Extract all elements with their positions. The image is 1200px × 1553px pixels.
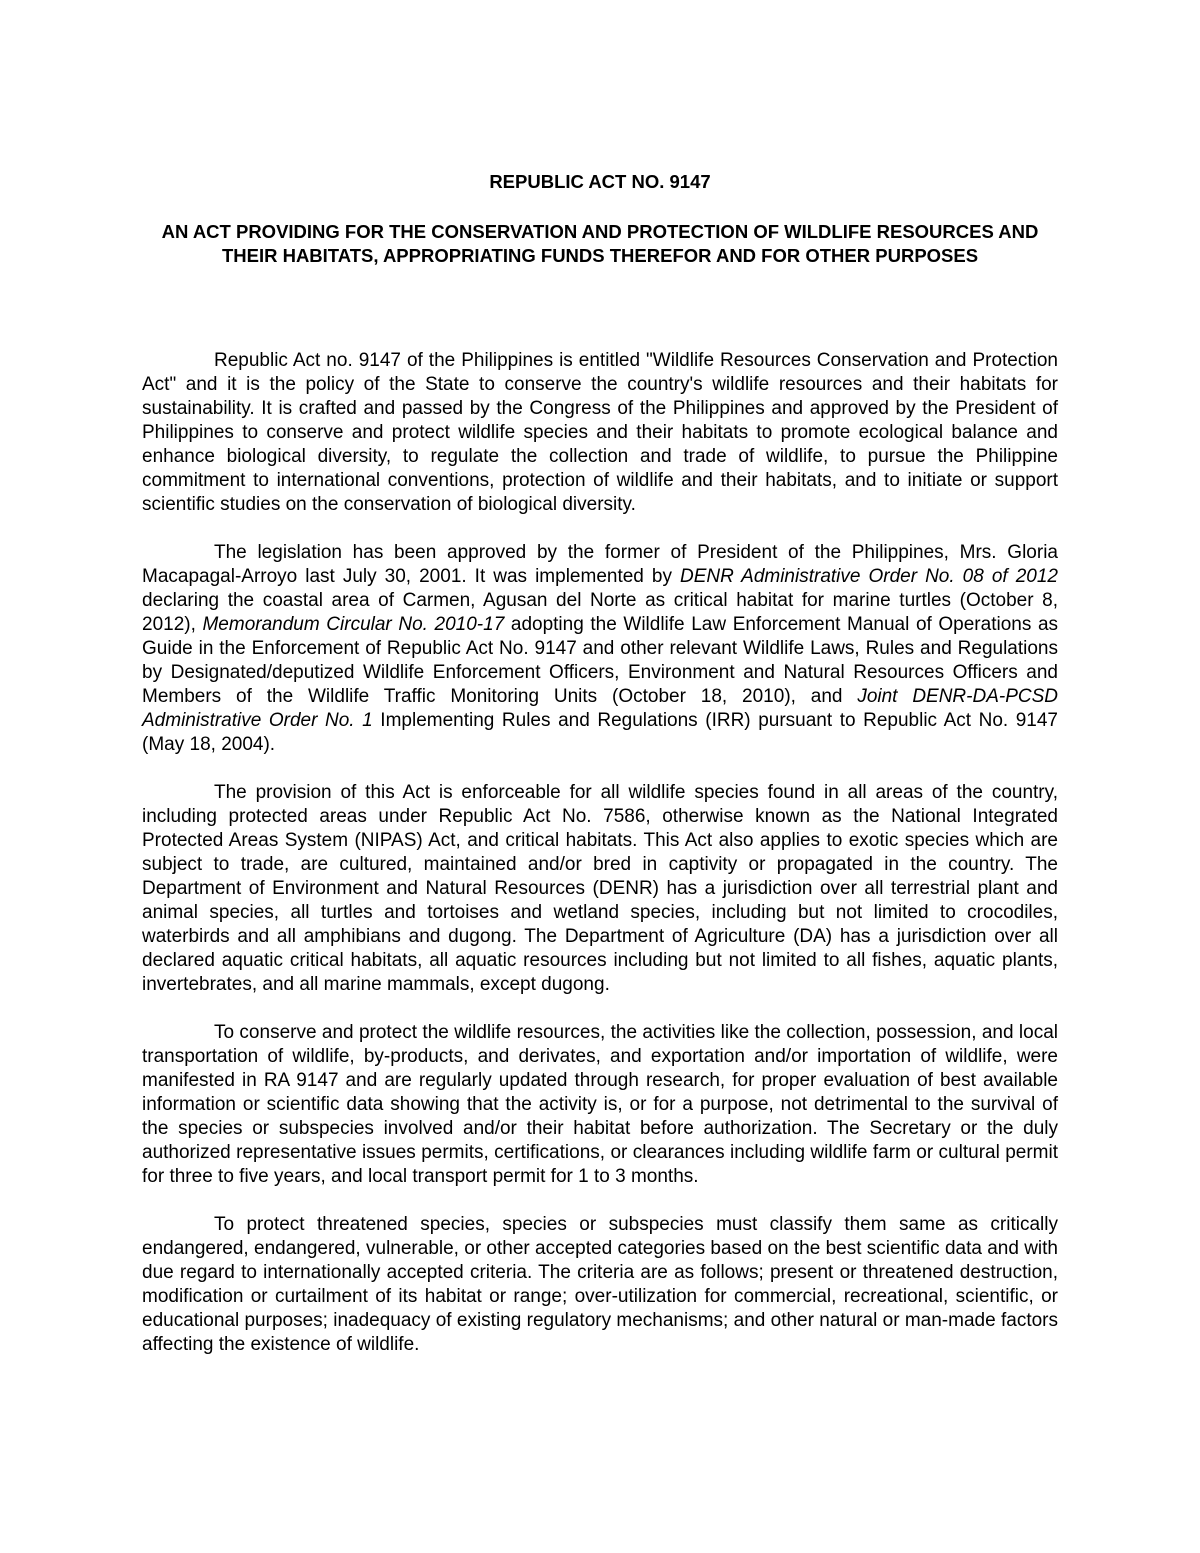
document-body [142,349,1058,1357]
paragraph-2-text-c: adopting the Wildlife Law Enforcement Manual of Operations as Guide in the Enforcement of Republic Act No. 9147 and other relevant Wildlife Laws, Rules and Regulations by Designated/deputized Wildlife Enforcement Officers, Environment and Natural Resources Officers and Members of the Wildlife Traffic Monitoring Units (October 18, 2010), and [142,614,1059,707]
paragraph-2-text-d: Implementing Rules and Regulations (IRR) pursuant to Republic Act No. 9147 (May 18, 2004). [142,710,1059,755]
document-subtitle: AN ACT PROVIDING FOR THE CONSERVATION AND PROTECTION OF WILDLIFE RESOURCES AND THEIR HABITATS, APPROPRIATING FUNDS THEREFOR AND FOR OTHER PURPOSES [161,221,1039,266]
paragraph-2-italic-a: DENR Administrative Order No. 08 of 2012 [679,566,1058,587]
paragraph-2-text-a: The legislation has been approved by the former of President of the Philippines, Mrs. Gloria Macapagal-Arroyo last July 30, 2001. It was implemented by [142,542,1058,587]
document-content [142,170,1058,1381]
paragraph-3: The provision of this Act is enforceable for all wildlife species found in all areas of the country, including protected areas under Republic Act No. 7586, otherwise known as the National Integrated Protected Areas System (NIPAS) Act, and critical habitats. This Act also applies to exotic species which are subject to trade, are cultured, maintained and/or bred in captivity or propagated in the country. The Department of Environment and Natural Resources (DENR) has a jurisdiction over all terrestrial plant and animal species, all turtles and tortoises and wetland species, including but not limited to crocodiles, waterbirds and all amphibians and dugong. The Department of Agriculture (DA) has a jurisdiction over all declared aquatic critical habitats, all aquatic resources including but not limited to all fishes, aquatic plants, invertebrates, and all marine mammals, except dugong. [142,782,1058,995]
paragraph-1: Republic Act no. 9147 of the Philippines is entitled "Wildlife Resources Conservation and Protection Act" and it is the policy of the State to conserve the country's wildlife resources and their habitats for sustainability. It is crafted and passed by the Congress of the Philippines and approved by the President of Philippines to conserve and protect wildlife species and their habitats to promote ecological balance and enhance biological diversity, to regulate the collection and trade of wildlife, to pursue the Philippine commitment to international conventions, protection of wildlife and their habitats, and to initiate or support scientific studies on the conservation of biological diversity. [142,350,1058,515]
paragraph-2-italic-b: Memorandum Circular No. 2010-17 [202,614,505,635]
paragraph-2-text-b: declaring the coastal area of Carmen, Agusan del Norte as critical habitat for marine turtles (October 8, 2012), [142,590,1058,635]
paragraph-2 [142,541,1058,757]
document-title: REPUBLIC ACT NO. 9147 [489,171,711,192]
paragraph-4: To conserve and protect the wildlife resources, the activities like the collection, possession, and local transportation of wildlife, by-products, and derivates, and exportation and/or importation of wildlife, were manifested in RA 9147 and are regularly updated through research, for proper evaluation of best available information or scientific data showing that the activity is, or for a purpose, not detrimental to the survival of the species or subspecies involved and/or their habitat before authorization. The Secretary or the duly authorized representative issues permits, certifications, or clearances including wildlife farm or cultural permit for three to five years, and local transport permit for 1 to 3 months. [142,1022,1058,1187]
paragraph-2-italic-c: Joint DENR-DA-PCSD Administrative Order No. 1 [142,686,1058,731]
paragraph-5: To protect threatened species, species or subspecies must classify them same as critically endangered, endangered, vulnerable, or other accepted categories based on the best scientific data and with due regard to internationally accepted criteria. The criteria are as follows; present or threatened destruction, modification or curtailment of its habitat or range; over-utilization for commercial, recreational, scientific, or educational purposes; inadequacy of existing regulatory mechanisms; and other natural or man-made factors affecting the existence of wildlife. [142,1214,1058,1355]
